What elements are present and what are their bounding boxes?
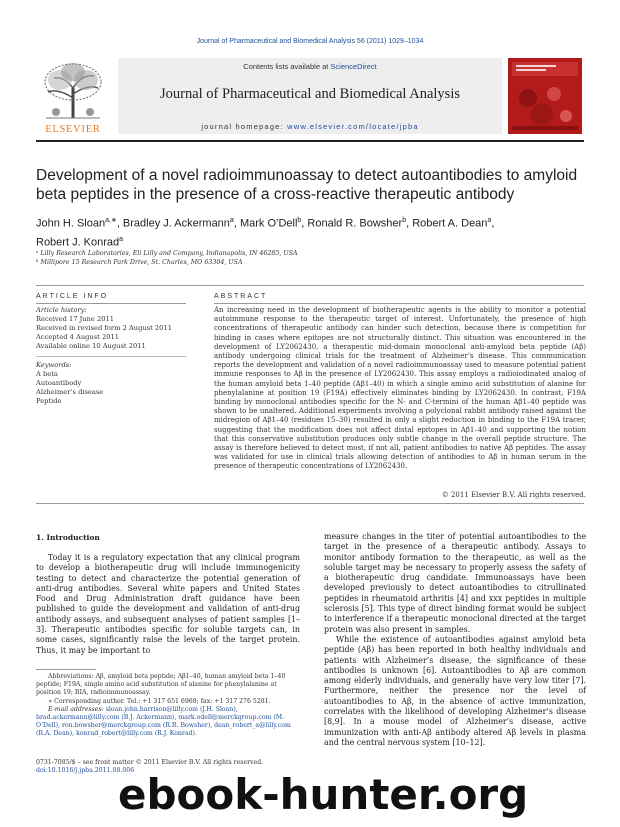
contents-line: Contents lists available at ScienceDirect (243, 62, 377, 71)
introduction-heading: 1. Introduction (36, 533, 100, 542)
keyword: Alzheimer’s disease (36, 388, 104, 396)
header-rule (36, 140, 584, 142)
elsevier-wordmark: ELSEVIER (45, 124, 101, 135)
abstract-text: An increasing need in the development of biotherapeutic agents is the ability to monitor a potential autoimmune response to the therapeutic target of interest. Unfortunately, the presence of high concentrations of therapeutic antibody can hinder such detection, because there is competition for binding in cases where epitopes are not structurally distinct. This situation was encountered in the development of LY2062430, a therapeutic mid-domain monoclonal anti-amyloid beta peptide (Aβ) antibody undergoing clinical trials for the treatment of Alzheimer’s disease. This communication reports the development and validation of a novel radioimmunoassay used to measure potential patient immune responses to Aβ in the presence of LY2062430. This assay employs a radioiodinated analog of the human amyloid beta 1–40 peptide (Aβ1–40) in which a single amino acid substitution of alanine for phenylalanine at position 19 (F19A) effectively eliminates binding by LY2062430. In contrast, F19A binding by monoclonal antibodies specific for the N- and C-termini of the human Aβ1–40 peptide was shown to be unaltered. Additional experiments involving a polyclonal rabbit antibody raised against the midregion of Aβ1–40 (residues 15–30) resulted in only a slight reduction in binding to the F19A tracer, suggesting that the modification does not affect distal epitopes in Aβ1–40 and supporting the notion that this conservative substitution produces only subtle change in the overall peptide structure. The assay is therefore believed to detect most, if not all, patient antibodies to native Aβ peptides. The assay was validated for use in clinical trials allowing detection of antibodies to Aβ in human serum in the presence of therapeutic concentrations of LY2062430. (214, 306, 586, 471)
watermark-text: ebook-hunter.org (118, 770, 529, 819)
author-name: Robert J. Konrad (36, 236, 120, 249)
journal-reference[interactable]: Journal of Pharmaceutical and Biomedical Analysis 56 (2011) 1029–1034 (196, 38, 424, 45)
section-rule (36, 285, 584, 286)
info-divider (36, 356, 186, 357)
author-name: , Mark O’Dell (233, 217, 298, 230)
abstract-heading: ABSTRACT (214, 293, 268, 300)
journal-homepage: journal homepage: www.elsevier.com/locate/jpba (201, 122, 419, 131)
affiliation-b: ᵇ Millipore 15 Research Park Drive, St. Charles, MO 63304, USA (36, 259, 243, 266)
corresponding-author-footnote: ∗ Corresponding author. Tel.: +1 317 651 6968; fax: +1 317 276 5281. (48, 697, 271, 705)
article-title: Development of a novel radioimmunoassay to detect autoantibodies to amyloid beta peptides in the presence of a cross-reactive therapeutic antibody (36, 167, 578, 203)
history-label: Article history: (36, 306, 87, 314)
author-affiliation-marker[interactable]: b (297, 217, 302, 224)
homepage-link[interactable]: www.elsevier.com/locate/jpba (287, 122, 419, 131)
section-rule (36, 503, 584, 504)
author-list (36, 213, 596, 250)
author-affiliation-marker[interactable]: a (119, 235, 124, 243)
intro-paragraph: measure changes in the titer of potential autoantibodies to the target in the presence of a therapeutic antibody. Assays to monitor antibody formation to the therapeutic, as well as the soluble target may be necessary to properly assess the safety of a biotherapeutic drug candidate. Immunoassays have been developed previously to detect autoantibodies to citrullinated peptides in rheumatoid arthritis [4] and xxx peptides in multiple sclerosis [5]. This type of direct binding format would be subject to interference if a therapeutic monoclonal directed at the target protein was also present in samples. (324, 532, 586, 634)
footnote-rule (36, 669, 96, 670)
author-affiliation-marker[interactable]: a (229, 217, 234, 224)
footnotes (36, 673, 300, 739)
issn-line: 0731-7085/$ – see front matter © 2011 Elsevier B.V. All rights reserved. (36, 759, 264, 766)
keyword: A beta (36, 370, 58, 378)
copyright-notice: © 2011 Elsevier B.V. All rights reserved. (441, 491, 586, 499)
intro-right-column (324, 532, 586, 748)
abstract-rule (214, 303, 586, 304)
author-name: , Bradley J. Ackermann (116, 217, 230, 230)
journal-title: Journal of Pharmaceutical and Biomedical Analysis (160, 86, 460, 102)
author-name: , Robert A. Dean (406, 217, 488, 230)
author-affiliation-marker[interactable]: a,∗ (105, 217, 117, 224)
sciencedirect-link[interactable]: ScienceDirect (330, 62, 377, 71)
affiliation-a: ᵃ Lilly Research Laboratories, Eli Lilly and Company, Indianapolis, IN 46285, USA (36, 250, 298, 257)
history-item: Received in revised form 2 August 2011 (36, 324, 172, 332)
abbreviations-footnote: Abbreviations: Aβ, amyloid beta peptide; Aβ1–40, human amyloid beta 1–40 peptide; F19A, single amino acid substitution of alanine for phenylalanine at position 19; RIA, radioimmunoassay. (36, 673, 286, 697)
keyword: Autoantibody (36, 379, 82, 387)
keyword: Peptide (36, 397, 62, 405)
history-item: Available online 10 August 2011 (36, 342, 146, 350)
intro-paragraph: While the existence of autoantibodies against amyloid beta peptide (Aβ) has been reported in both healthy individuals and patients with Alzheimer’s disease, the significance of these antibodies is unknown [6]. Autoantibodies to Aβ are common among elderly individuals, and generally have very low titer [7]. Furthermore, neither the presence nor the level of autoantibodies to Aβ, in the absence of active immunization, correlates with the likelihood of developing Alzheimer’s disease [8,9]. In a mouse model of Alzheimer’s disease, active immunization with anti-Aβ antibody altered Aβ levels in plasma and the central nervous system [10–12]. (324, 634, 586, 747)
intro-left-column (36, 553, 300, 656)
email-label: E-mail addresses: (48, 705, 104, 713)
author-separator: , (491, 217, 495, 230)
author-affiliation-marker[interactable]: a (487, 217, 492, 224)
elsevier-tree-logo (36, 58, 110, 134)
doi-link[interactable]: doi:10.1016/j.jpba.2011.08.006 (36, 767, 135, 775)
journal-cover-thumbnail[interactable] (508, 58, 582, 134)
intro-paragraph: Today it is a regulatory expectation that any clinical program to develop a biotherapeutic drug will include immunogenicity testing to detect and characterize the potential generation of anti-drug antibodies. Several white papers and United States Food and Drug Administration draft guidance have been published to guide the development and validation of anti-drug antibody assays, and subsequent analyses of patient samples [1–3]. Therapeutic antibodies specific for soluble targets can, in some cases, significantly raise the levels of the target protein. Thus, it may be important to (36, 553, 300, 655)
author-name: John H. Sloan (36, 217, 106, 230)
history-item: Accepted 4 August 2011 (36, 333, 119, 341)
article-info-heading: ARTICLE INFO (36, 293, 109, 300)
history-item: Received 17 June 2011 (36, 315, 115, 323)
info-rule (36, 303, 186, 304)
keywords-label: Keywords: (36, 361, 72, 369)
author-affiliation-marker[interactable]: b (402, 217, 407, 224)
article-info (36, 306, 186, 406)
email-addresses[interactable]: sloan.john.harrison@lilly.com (J.H. Sloan), brad.ackermann@lilly.com (B.J. Ackermann), mark.odell@merckgroup.com (M. O’Dell), ron.bowsher@merckgroup.com (R.R. Bowsher), dean_robert_a@lilly.com (R.A. Dean), konrad_robert@lilly.com (R.J. Konrad). (36, 705, 291, 738)
author-name: , Ronald R. Bowsher (301, 217, 403, 230)
